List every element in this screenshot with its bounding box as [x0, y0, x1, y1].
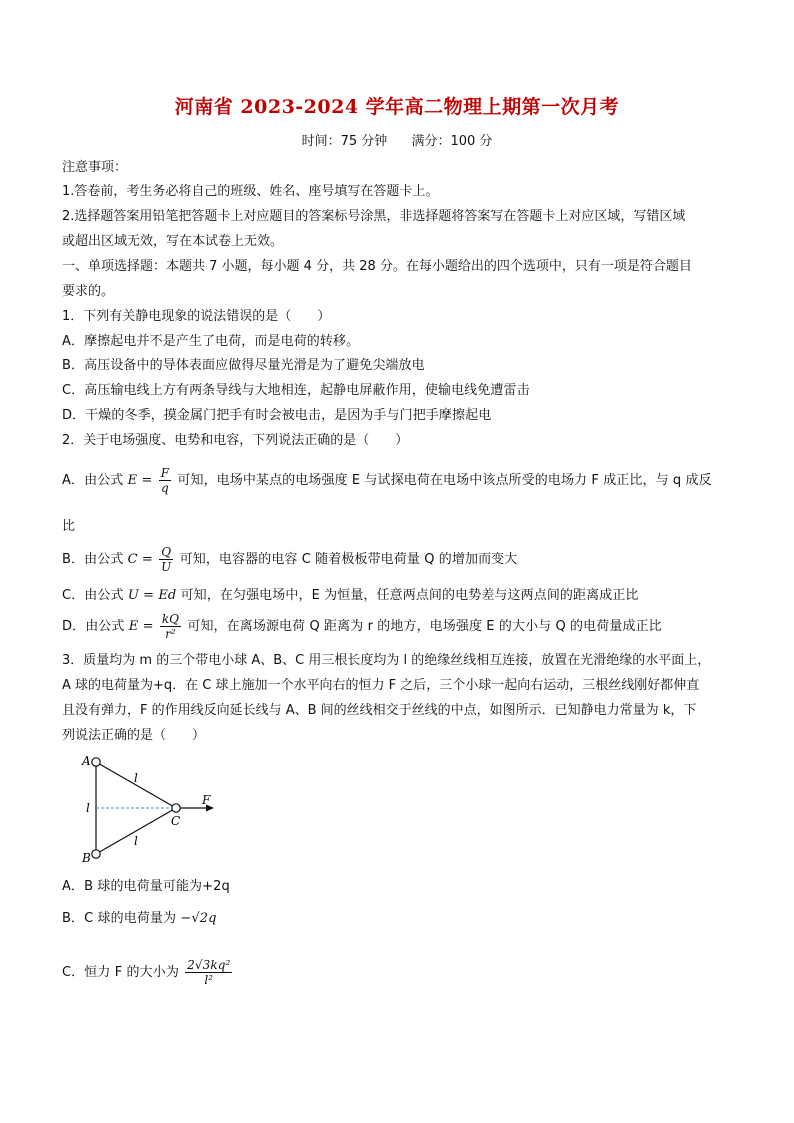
q2-b-text: 可知，电容器的电容 C 随着极板带电荷量 Q 的增加而变大 — [179, 552, 518, 567]
q2-a-denominator: q — [161, 481, 169, 495]
note-1: 1.答卷前，考生务必将自己的班级、姓名、座号填写在答题卡上。 — [62, 184, 439, 199]
section-1-heading: 一、单项选择题：本题共 7 小题，每小题 4 分，共 28 分。在每小题给出的四个选项中，只有一项是符合题目 — [62, 259, 692, 274]
q2-d-prefix: D．由公式 — [62, 619, 125, 634]
q3-option-c — [62, 958, 742, 987]
q2-d-lhs: E = — [128, 619, 154, 634]
q3-c-prefix: C．恒力 F 的大小为 — [62, 965, 179, 980]
q2-c-formula: U = Ed — [127, 588, 177, 603]
q2-a-fraction — [159, 466, 171, 495]
q3-line-4: 列说法正确的是（ ） — [62, 728, 206, 743]
q1-option-a: A．摩擦起电并不是产生了电荷，而是电荷的转移。 — [62, 334, 360, 349]
label-l-ac: l — [134, 771, 138, 785]
string-ac — [96, 762, 176, 808]
q2-option-c — [62, 587, 742, 605]
label-c: C — [171, 814, 181, 828]
label-b: B — [82, 851, 91, 864]
exam-time: 时间：75 分钟 — [301, 134, 388, 149]
q2-a-prefix: A．由公式 — [62, 473, 124, 488]
q2-b-lhs: C = — [127, 552, 153, 567]
q2-d-denominator: r² — [165, 627, 176, 641]
label-l-bc: l — [134, 834, 138, 848]
q1-option-c: C．高压输电线上方有两条导线与大地相连，起静电屏蔽作用，使输电线免遭雷击 — [62, 383, 530, 398]
q3-c-fraction — [185, 958, 232, 987]
q2-option-d — [62, 612, 742, 641]
q1-option-b: B．高压设备中的导体表面应做得尽量光滑是为了避免尖端放电 — [62, 358, 425, 373]
q3-b-prefix: B．C 球的电荷量为 — [62, 911, 177, 926]
exam-info — [0, 130, 794, 149]
label-l-ab: l — [86, 801, 90, 815]
q2-d-numerator: kQ — [161, 612, 180, 626]
q2-stem: 2．关于电场强度、电势和电容，下列说法正确的是（ ） — [62, 433, 409, 448]
q2-c-prefix: C．由公式 — [62, 588, 124, 603]
q2-a-lhs: E = — [127, 473, 153, 488]
note-2-line-2: 或超出区域无效，写在本试卷上无效。 — [62, 234, 284, 249]
q2-option-b — [62, 545, 742, 574]
q3-line-1: 3．质量均为 m 的三个带电小球 A、B、C 用三根长度均为 l 的绝缘丝线相互连接，放置在光滑绝缘的水平面上， — [62, 653, 711, 668]
q2-b-denominator: U — [161, 560, 172, 574]
exam-score: 满分：100 分 — [411, 134, 493, 149]
q2-b-numerator: Q — [159, 545, 173, 560]
q3-line-3: 且没有弹力，F 的作用线反向延长线与 A、B 间的丝线相交于丝线的中点，如图所示．已知静电力常量为 k，下 — [62, 703, 697, 718]
q2-d-text: 可知，在离场源电荷 Q 距离为 r 的地方，电场强度 E 的大小与 Q 的电荷量成正比 — [187, 619, 662, 634]
q2-option-a-cont: 比 — [62, 519, 76, 534]
q2-a-numerator: F — [160, 466, 170, 480]
q2-a-text: 可知，电场中某点的电场强度 E 与试探电荷在电场中该点所受的电场力 F 成正比，与 q 成反 — [177, 473, 712, 488]
q2-b-prefix: B．由公式 — [62, 552, 124, 567]
label-a: A — [82, 754, 91, 768]
ball-a — [92, 758, 100, 766]
q3-triangle-figure — [80, 752, 230, 864]
q3-option-a: A．B 球的电荷量可能为+2q — [62, 879, 230, 894]
q1-option-d: D．干燥的冬季，摸金属门把手有时会被电击，是因为手与门把手摩擦起电 — [62, 408, 492, 423]
section-1-heading-cont: 要求的。 — [62, 284, 115, 299]
notes-heading: 注意事项： — [62, 160, 128, 175]
q3-c-denominator: l² — [204, 973, 214, 987]
q2-option-a — [62, 466, 742, 495]
q1-stem: 1．下列有关静电现象的说法错误的是（ ） — [62, 309, 331, 324]
q3-b-value: −√2q — [180, 911, 217, 926]
page-title: 河南省 2023-2024 学年高二物理上期第一次月考 — [174, 96, 620, 118]
q3-line-2: A 球的电荷量为+q．在 C 球上施加一个水平向右的恒力 F 之后，三个小球一起向右运动，三根丝线刚好都伸直 — [62, 678, 700, 693]
label-f: F — [202, 793, 211, 807]
q2-c-text: 可知，在匀强电场中，E 为恒量，任意两点间的电势差与这两点间的距离成正比 — [180, 588, 639, 603]
q2-d-fraction — [160, 612, 181, 641]
q2-b-fraction — [159, 545, 173, 574]
note-2-line-1: 2.选择题答案用铅笔把答题卡上对应题目的答案标号涂黑，非选择题将答案写在答题卡上对应区域，写错区域 — [62, 209, 686, 224]
q3-option-b — [62, 910, 742, 928]
ball-c — [172, 804, 180, 812]
q3-c-numerator: 2√3kq² — [187, 958, 231, 972]
ball-b — [92, 850, 100, 858]
